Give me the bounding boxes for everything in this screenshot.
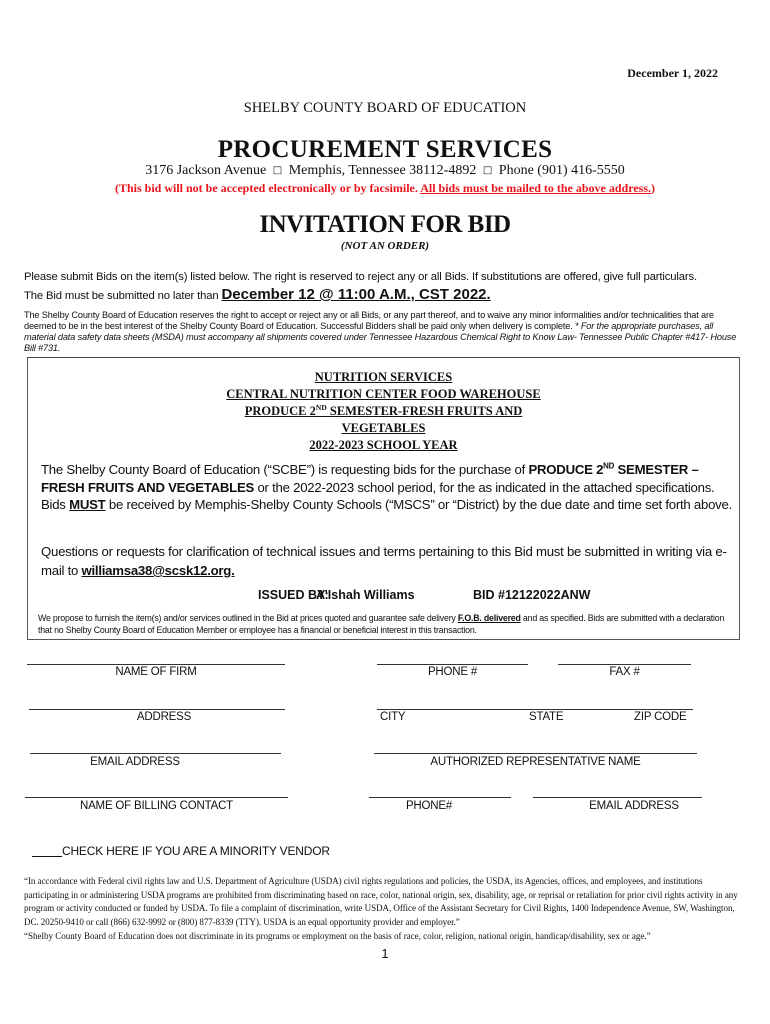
phone-field[interactable] [377,664,528,665]
bid-heading [28,369,739,454]
deadline-line [24,286,491,303]
city-state-zip-field[interactable] [377,709,693,710]
city-label: CITY [380,711,406,723]
issued-by-label: ISSUED BY: [258,588,329,602]
desc-text: be received by Memphis-Shelby County Schools (“MSCS” or “District) by the due date and time set forth above. [105,497,733,512]
heading-text: SEMESTER-FRESH FRUITS AND [326,404,523,418]
proposal-text: We propose to furnish the item(s) and/or services outlined in the Bid at prices quoted and guarantee safe delivery [38,613,458,623]
reservation-paragraph [24,310,746,354]
deadline-date: December 12 @ 11:00 A.M., CST 2022. [221,286,491,303]
fob-term: F.O.B. delivered [457,613,521,623]
desc-text: The Shelby County Board of Education (“SCBE”) is requesting bids for the purchase of [41,462,529,477]
billing-phone-label: PHONE# [405,800,453,812]
billing-phone-field[interactable] [369,797,511,798]
heading-line: NUTRITION SERVICES [314,370,453,384]
warning-mail-text: All bids must be mailed to the above address. [420,181,651,195]
name-of-firm-field[interactable] [27,664,285,665]
desc-bold: PRODUCE 2 [528,462,604,477]
address-label: ADDRESS [136,711,192,723]
department-title: PROCUREMENT SERVICES [217,136,553,163]
proposal-paragraph [38,613,734,636]
warning-text: (This bid will not be accepted electronically or by facsimile. [114,181,421,195]
state-label: STATE [529,711,564,723]
heading-line [28,403,739,420]
heading-line: CENTRAL NUTRITION CENTER FOOD WAREHOUSE [226,387,541,401]
fax-label: FAX # [609,666,640,678]
warning-close: ) [651,181,655,195]
zip-code-label: ZIP CODE [634,711,687,723]
address-city: Memphis, Tennessee 38112-4892 [288,163,477,178]
desc-text: or the 2022-2023 school period, for the as indicated in the attached specifications. Bids [41,479,715,512]
intro-line: Please submit Bids on the item(s) listed below. The right is reserved to reject any or all Bids. If substitutions are offered, give full particulars. [24,271,697,283]
deadline-prefix: The Bid must be submitted no later than [24,290,222,302]
authorized-rep-field[interactable] [374,753,697,754]
heading-line: VEGETABLES [341,421,426,435]
organization-name: SHELBY COUNTY BOARD OF EDUCATION [243,100,527,116]
authorized-rep-label: AUTHORIZED REPRESENTATIVE NAME [430,756,641,768]
page-title: INVITATION FOR BID [259,211,511,238]
address-field[interactable] [29,709,285,710]
proposal-text: and as specified. Bids are submitted with a declaration that no Shelby County Board of Education Member or employee has a financial or beneficial interest in this transaction. [38,613,725,635]
fax-field[interactable] [558,664,691,665]
bid-details-box [27,357,740,640]
page-number: 1 [381,946,389,961]
scbe-nondiscrimination-statement: “Shelby County Board of Education does not discriminate in its programs or employment on the basis of race, color, religion, national origin, handicap/disability, sex or age.” [24,931,651,941]
minority-vendor-checkbox[interactable] [32,845,62,857]
bid-description [41,461,733,514]
name-of-firm-label: NAME OF FIRM [115,666,197,678]
document-date: December 1, 2022 [627,66,718,80]
address-phone: Phone (901) 416-5550 [498,163,625,178]
page-subtitle: (NOT AN ORDER) [340,240,430,252]
desc-must: MUST [69,497,106,512]
separator-box-icon: □ [482,165,493,176]
submission-warning [0,181,770,196]
billing-contact-field[interactable] [25,797,288,798]
issuer-name: A’Ishah Williams [316,588,415,602]
billing-contact-label: NAME OF BILLING CONTACT [79,800,233,812]
billing-email-label: EMAIL ADDRESS [589,800,679,812]
questions-text: Questions or requests for clarification of technical issues and terms pertaining to this Bid must be submitted in writing via e-mail to [41,544,727,578]
heading-text: PRODUCE 2 [244,404,316,418]
email-address-field[interactable] [30,753,281,754]
bid-number: BID #12122022ANW [473,588,591,602]
desc-bold: SEMESTER – FRESH FRUITS AND VEGETABLES [41,462,699,495]
billing-email-field[interactable] [533,797,702,798]
reservation-text: The Shelby County Board of Education reserves the right to accept or reject any or all Bids, or any part thereof, and to waive any minor informalities and/or technicalities that are deemed to be in the best interest of the Shelby County Board of Education. Successful Bidders shall be paid only when delivery is complete. [24,310,714,331]
minority-vendor-row [32,844,330,858]
minority-vendor-label: CHECK HERE IF YOU ARE A MINORITY VENDOR [62,844,330,858]
phone-label: PHONE # [427,666,478,678]
desc-sup: ND [603,461,615,471]
address-street: 3176 Jackson Avenue [145,163,267,178]
heading-sup: ND [315,402,327,412]
contact-email-link[interactable]: williamsa38@scsk12.org. [81,563,235,578]
questions-paragraph [41,542,733,580]
address-line [0,163,770,179]
separator-box-icon: □ [272,165,283,176]
usda-nondiscrimination-statement: “In accordance with Federal civil rights law and U.S. Department of Agriculture (USDA) civil rights regulations and policies, the USDA, its Agencies, offices, and employees, and institutions participating in or administering USDA programs are prohibited from discriminating based on race, color, national origin, sex, disability, age, or reprisal or retaliation for prior civil rights activity in any program or activity conducted or funded by USDA. To file a complaint of discrimination, write USDA, Office of the Assistant Secretary for Civil Rights, 1400 Independence Avenue, SW, Washington, DC. 20250-9410 or call (866) 632-9992 or (800) 877-8339 (TTY). USDA is an equal opportunity provider and employer.” [24,876,738,927]
msds-note: * For the appropriate purchases, all material data safety data sheets (MSDA) must accompany all shipments covered under Tennessee Hazardous Chemical Right to Know Law- Tennessee Public Chapter #417- House Bill #731. [24,321,737,353]
email-address-label: EMAIL ADDRESS [90,756,180,768]
heading-line: 2022-2023 SCHOOL YEAR [309,438,458,452]
